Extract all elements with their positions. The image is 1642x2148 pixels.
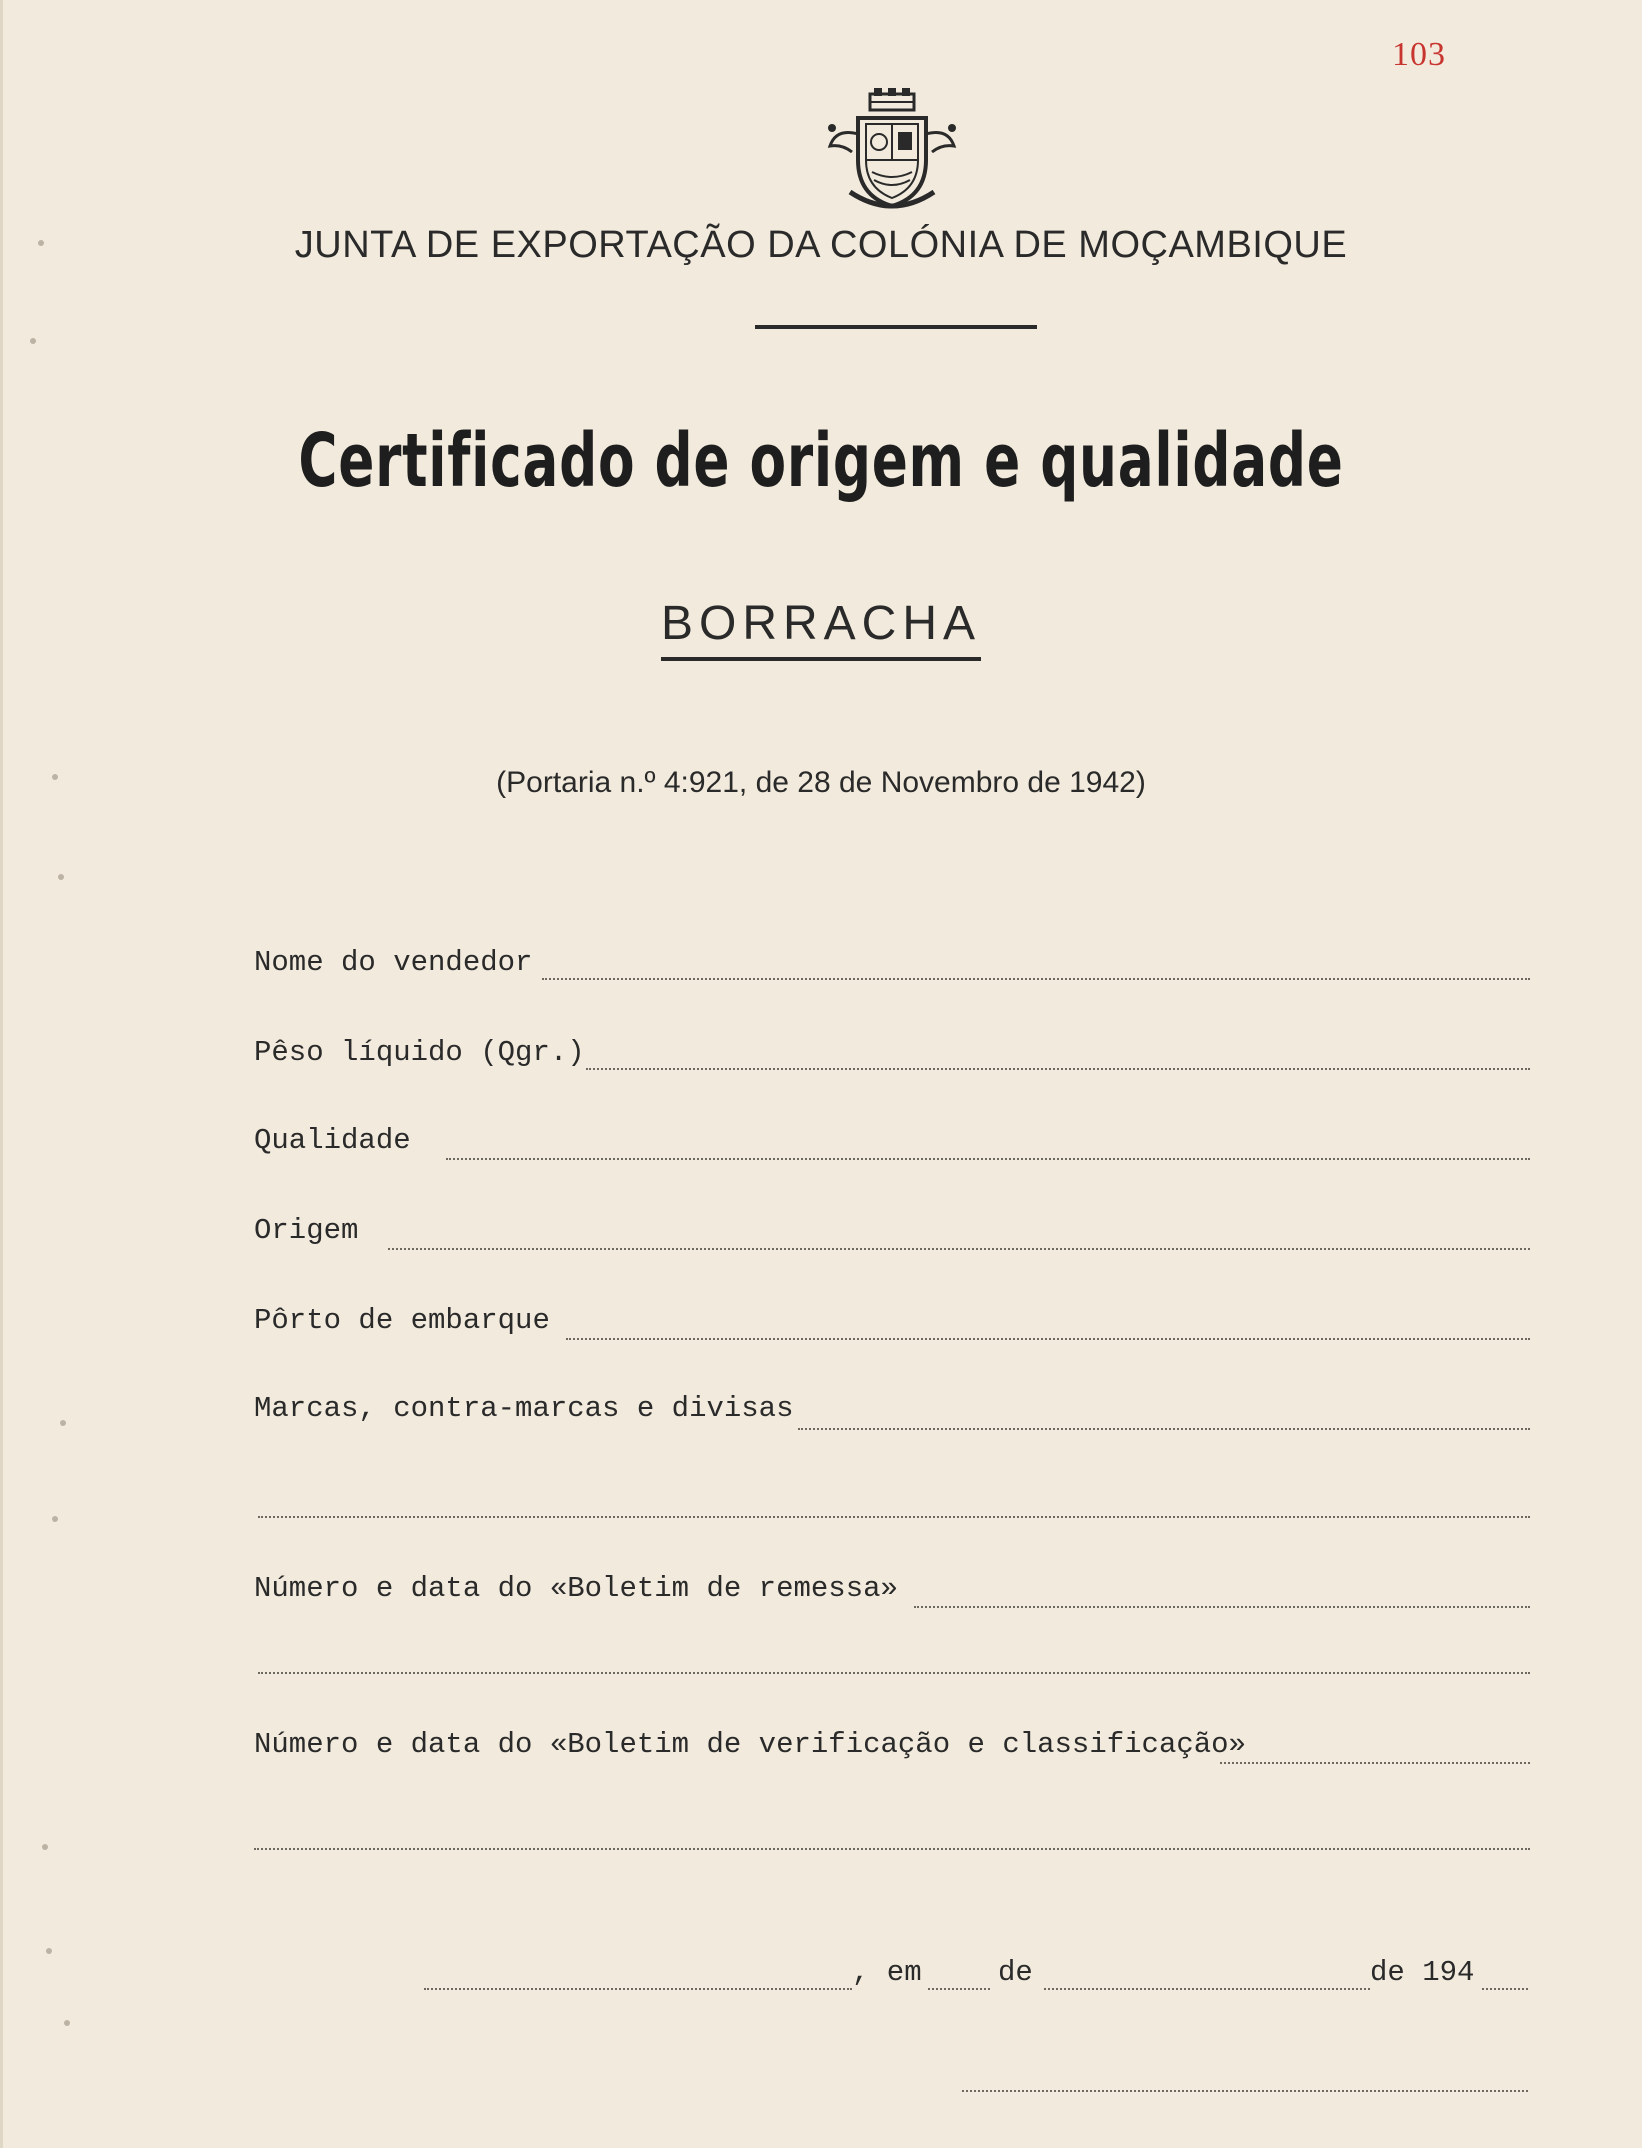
shipment-bulletin-field-continuation[interactable] <box>258 1672 1530 1674</box>
margin-mark <box>46 1948 52 1954</box>
page-number: 103 <box>1392 36 1446 73</box>
month-field[interactable] <box>1044 1988 1370 1990</box>
seller-label: Nome do vendedor <box>254 946 533 979</box>
margin-mark <box>30 338 36 344</box>
origin-field[interactable] <box>388 1248 1530 1250</box>
port-label: Pôrto de embarque <box>254 1304 550 1337</box>
divider <box>755 325 1037 329</box>
coat-of-arms-icon <box>822 88 962 216</box>
margin-mark <box>52 1516 58 1522</box>
marks-field[interactable] <box>798 1428 1530 1430</box>
net-weight-label: Pêso líquido (Qgr.) <box>254 1036 585 1069</box>
origin-label: Origem <box>254 1214 359 1247</box>
marks-field-continuation[interactable] <box>258 1516 1530 1518</box>
signature-field[interactable] <box>962 2090 1528 2092</box>
margin-mark <box>42 1844 48 1850</box>
day-field[interactable] <box>928 1988 990 1990</box>
product-heading <box>0 596 1642 661</box>
quality-field[interactable] <box>446 1158 1530 1160</box>
margin-mark <box>60 1420 66 1426</box>
date-em-label: , em <box>852 1956 922 1989</box>
shipment-bulletin-label: Número e data do «Boletim de remessa» <box>254 1572 898 1605</box>
page-edge <box>0 0 3 2148</box>
date-de-label: de <box>998 1956 1033 1989</box>
place-field[interactable] <box>424 1988 852 1990</box>
legal-reference: (Portaria n.º 4:921, de 28 de Novembro de 1942) <box>496 766 1146 799</box>
year-field[interactable] <box>1482 1988 1528 1990</box>
certificate-title: Certificado de origem e qualidade <box>298 418 1344 504</box>
verification-bulletin-field[interactable] <box>1220 1762 1530 1764</box>
quality-label: Qualidade <box>254 1124 411 1157</box>
port-field[interactable] <box>566 1338 1530 1340</box>
seller-field[interactable] <box>542 978 1530 980</box>
net-weight-field[interactable] <box>586 1068 1530 1070</box>
product-name: BORRACHA <box>661 596 981 661</box>
shipment-bulletin-field[interactable] <box>914 1606 1530 1608</box>
margin-mark <box>58 874 64 880</box>
organization-name: JUNTA DE EXPORTAÇÃO DA COLÓNIA DE MOÇAMBIQUE <box>294 224 1348 266</box>
marks-label: Marcas, contra-marcas e divisas <box>254 1392 794 1425</box>
verification-bulletin-field-continuation[interactable] <box>254 1848 1530 1850</box>
margin-mark <box>64 2020 70 2026</box>
date-year-label: de 194 <box>1370 1956 1475 1989</box>
verification-bulletin-label: Número e data do «Boletim de verificação e classificação» <box>254 1728 1246 1761</box>
